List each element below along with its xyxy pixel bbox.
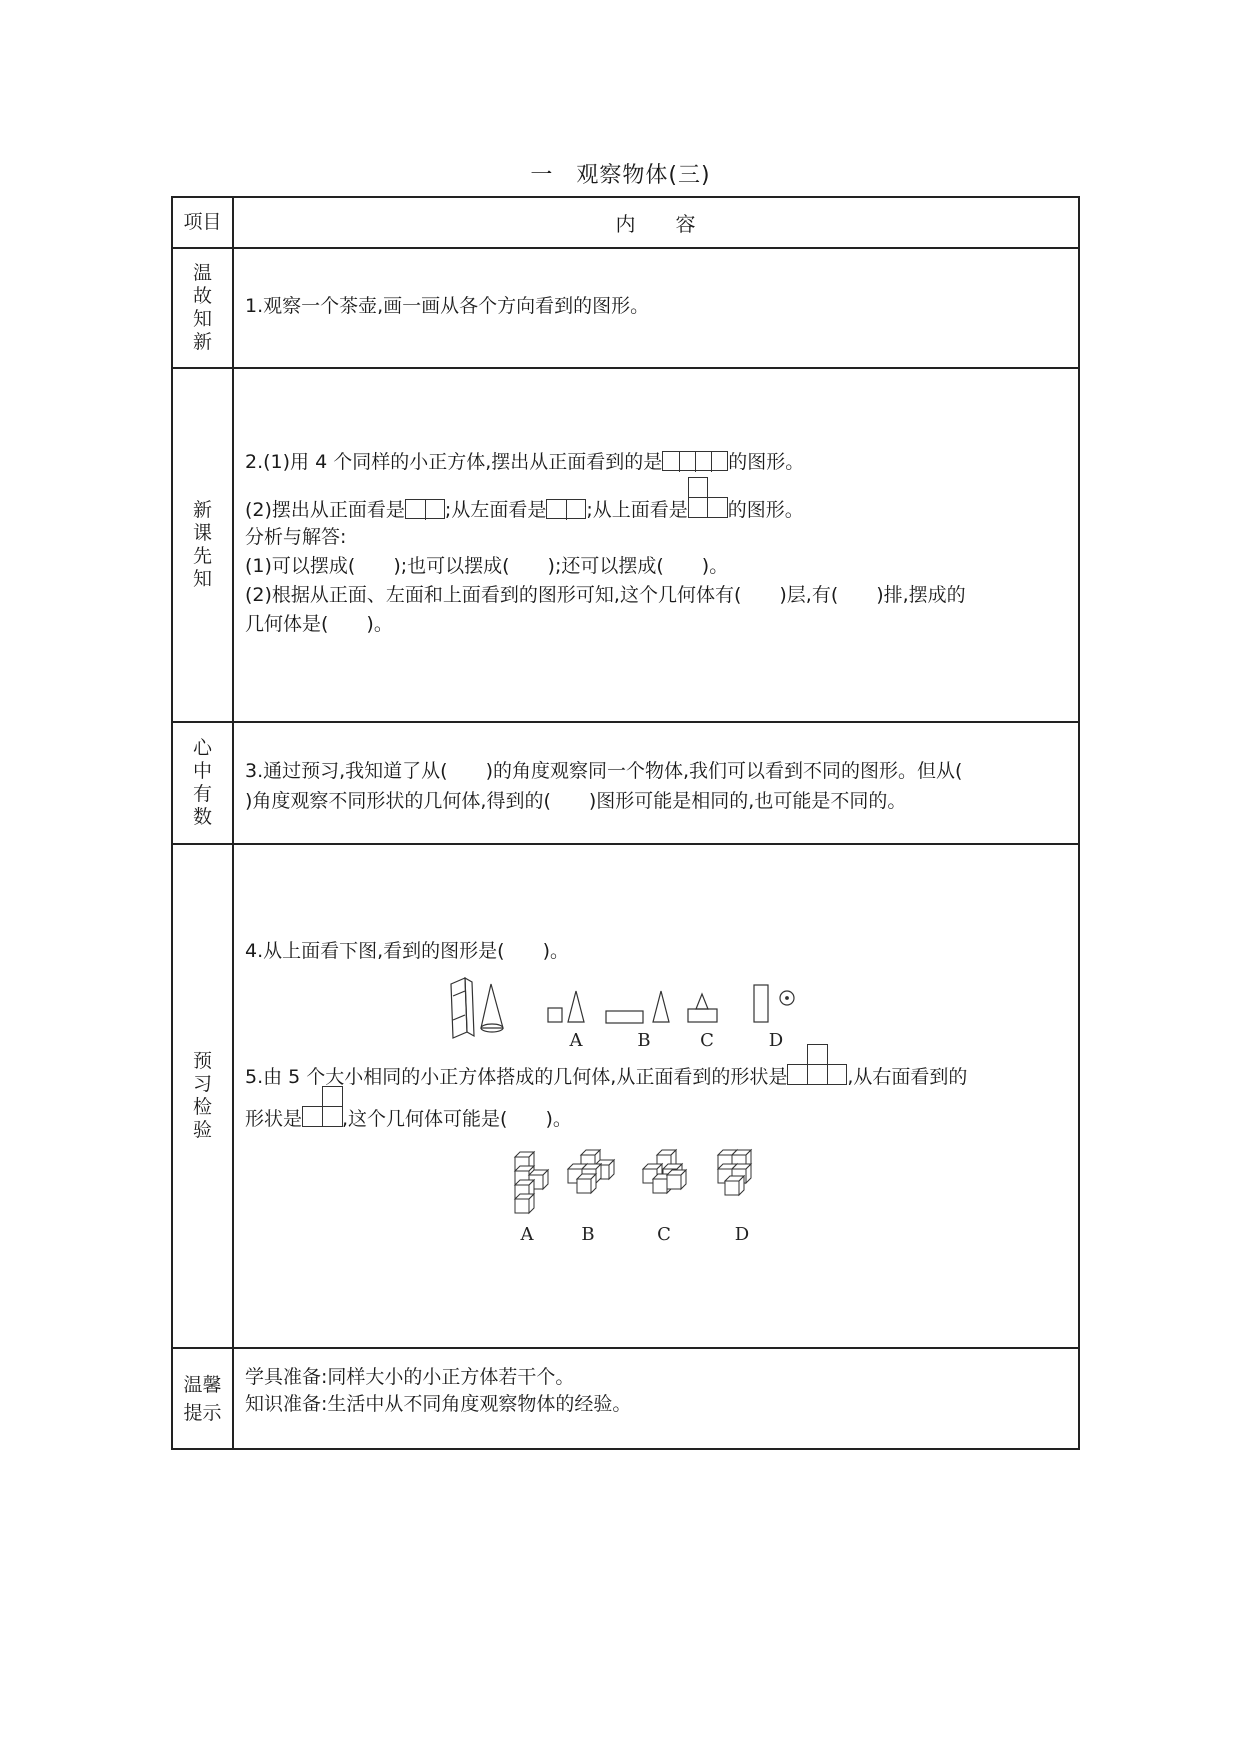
question-2-answer-2: (2)根据从正面、左面和上面看到的图形可知,这个几何体有( )层,有( )排,摆成的 — [245, 584, 966, 606]
section-label-tips: 温馨提示 — [183, 1374, 222, 1424]
section-label-review: 温故知新 — [192, 261, 212, 353]
option-a-label: A — [569, 1030, 583, 1050]
question-2-answer-2-cont: 几何体是( )。 — [245, 613, 393, 635]
question-4-figure — [445, 976, 845, 1050]
header-content-label: 内 容 — [615, 212, 696, 236]
option-d-label: D — [734, 1224, 750, 1244]
question-5 — [245, 1064, 1068, 1133]
option-b-view — [606, 991, 669, 1023]
option-c-solid — [643, 1150, 686, 1193]
row-divider — [173, 721, 1078, 723]
front-view-1x4-figure — [662, 451, 728, 471]
column-divider — [232, 198, 234, 1448]
question-2-part2: (2)摆出从正面看是 ;从左面看是 ;从上面看是 的图形。 — [245, 497, 1068, 524]
top-view-l-figure — [688, 499, 728, 519]
tips — [245, 1364, 1068, 1418]
question-3-line-2: )角度观察不同形状的几何体,得到的( )图形可能是相同的,也可能是不同的。 — [245, 790, 907, 812]
section-label-preview: 新课先知 — [192, 498, 212, 590]
option-c-label: C — [657, 1224, 671, 1244]
option-a-view — [548, 991, 584, 1022]
question-3-line-1: 3.通过预习,我知道了从( )的角度观察同一个物体,我们可以看到不同的图形。但从( — [245, 760, 963, 782]
question-4-text: 4.从上面看下图,看到的图形是( )。 — [245, 940, 569, 962]
header-item-label: 项目 — [183, 211, 222, 233]
question-3 — [245, 758, 1068, 815]
option-b-label: B — [581, 1224, 595, 1244]
question-2-answer-1: (1)可以摆成( );也可以摆成( );还可以摆成( )。 — [245, 555, 729, 577]
section-label-summary: 心中有数 — [192, 736, 212, 828]
row-divider — [173, 247, 1078, 249]
option-d-solid — [718, 1150, 751, 1195]
option-b-solid — [568, 1150, 614, 1193]
question-2-analysis-heading: 分析与解答: — [245, 526, 347, 548]
option-d-view — [754, 985, 794, 1022]
section-label-check: 预习检验 — [192, 1049, 212, 1141]
front-view-t-figure — [787, 1066, 847, 1086]
left-view-1x2-figure — [546, 499, 586, 519]
option-a-label: A — [520, 1224, 534, 1244]
question-5-line-1: 5.由 5 个大小相同的小正方体搭成的几何体,从正面看到的形状是 ,从右面看到的 — [245, 1064, 1068, 1091]
question-4 — [245, 938, 1068, 965]
front-view-1x2-figure — [405, 499, 445, 519]
row-divider — [173, 367, 1078, 369]
tips-line-1: 学具准备:同样大小的小正方体若干个。 — [245, 1366, 575, 1388]
question-1 — [245, 293, 1068, 320]
right-view-l-figure — [302, 1108, 342, 1128]
question-1-text: 1.观察一个茶壶,画一画从各个方向看到的图形。 — [245, 295, 650, 317]
option-c-label: C — [700, 1030, 714, 1050]
row-divider — [173, 843, 1078, 845]
row-divider — [173, 1347, 1078, 1349]
question-2 — [245, 449, 1068, 638]
tips-line-2: 知识准备:生活中从不同角度观察物体的经验。 — [245, 1393, 632, 1415]
option-d-label: D — [768, 1030, 784, 1050]
worksheet-table — [171, 196, 1080, 1450]
page-title: 一 观察物体(三) — [530, 163, 711, 188]
question-5-figure — [513, 1148, 833, 1244]
question-2-part1: 2.(1)用 4 个同样的小正方体,摆出从正面看到的是 的图形。 — [245, 451, 805, 473]
option-a-solid — [515, 1152, 548, 1213]
question-5-line-2: 形状是 ,这个几何体可能是( )。 — [245, 1106, 1068, 1133]
option-b-label: B — [637, 1030, 651, 1050]
option-c-view — [688, 994, 717, 1022]
prism-and-cone-shape — [451, 978, 503, 1038]
